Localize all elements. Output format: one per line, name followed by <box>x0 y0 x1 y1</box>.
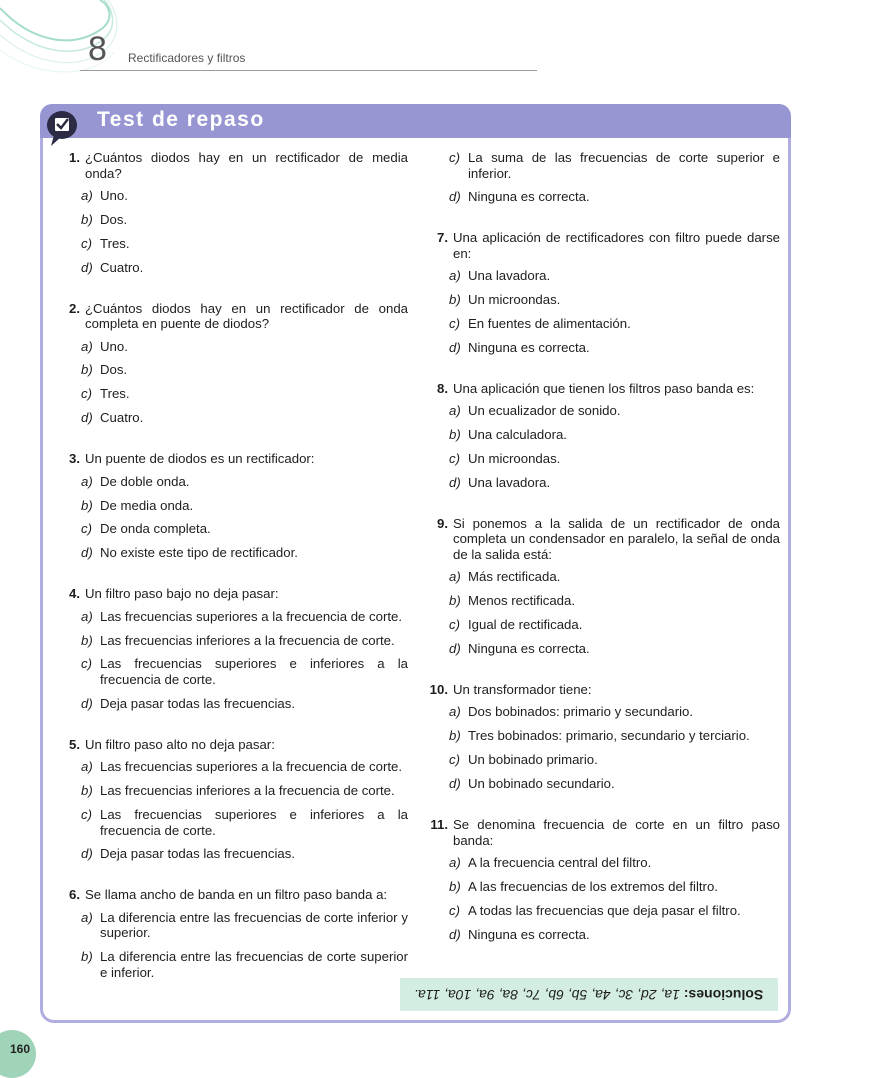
option-text: A las frecuencias de los extremos del filtro. <box>468 878 718 894</box>
option-letter: a) <box>81 608 93 624</box>
option-letter: d) <box>81 846 93 862</box>
chapter-title: Rectificadores y filtros <box>128 51 246 65</box>
option-letter: c) <box>81 807 92 823</box>
answer-option <box>449 451 780 467</box>
option-text: No existe este tipo de rectificador. <box>100 545 298 561</box>
question-continued <box>428 150 780 205</box>
question-number: 2. <box>69 300 80 316</box>
option-letter: a) <box>449 268 461 284</box>
answer-option <box>449 617 780 633</box>
option-letter: b) <box>81 632 93 648</box>
question <box>428 817 780 942</box>
answer-option <box>449 268 780 284</box>
option-letter: d) <box>449 475 461 491</box>
answer-option <box>81 498 408 514</box>
option-letter: b) <box>81 497 93 513</box>
answer-option <box>81 696 408 712</box>
answer-option <box>81 236 408 252</box>
question-number: 1. <box>69 150 80 165</box>
option-text: Deja pasar todas las frecuencias. <box>100 846 295 862</box>
option-text: Menos rectificada. <box>468 593 576 609</box>
option-text: La suma de las frecuencias de corte superior e inferior. <box>468 150 780 181</box>
answer-option <box>81 846 408 862</box>
answer-option <box>449 879 780 895</box>
option-text: Dos. <box>100 362 128 378</box>
option-text: Cuatro. <box>100 410 144 426</box>
question-text: Un transformador tiene: <box>453 681 592 697</box>
question-number: 10. <box>429 681 448 697</box>
chapter-number: 8 <box>88 30 107 68</box>
question <box>428 230 780 355</box>
option-text: Un bobinado primario. <box>468 752 598 768</box>
answer-option <box>449 752 780 768</box>
answer-option <box>449 292 780 308</box>
header-rule <box>80 70 537 71</box>
option-letter: d) <box>449 776 461 792</box>
solutions-upside-down <box>414 987 763 1003</box>
option-letter: d) <box>81 545 93 561</box>
answer-option <box>81 410 408 426</box>
checklist-bubble-icon <box>46 108 78 148</box>
option-text: La diferencia entre las frecuencias de corte inferior y superior. <box>100 909 408 941</box>
option-text: Ninguna es correcta. <box>468 926 590 942</box>
option-letter: d) <box>449 926 461 942</box>
option-letter: a) <box>449 704 461 720</box>
option-letter: c) <box>81 386 92 402</box>
question <box>428 381 780 491</box>
answer-option <box>449 704 780 720</box>
option-text: Una lavadora. <box>468 268 551 284</box>
question <box>60 451 408 561</box>
option-letter: d) <box>81 695 93 711</box>
question-text: Una aplicación de rectificadores con filtro puede darse en: <box>453 230 780 261</box>
option-text: Un microondas. <box>468 451 561 467</box>
option-letter: d) <box>81 410 93 426</box>
question-text: Un filtro paso alto no deja pasar: <box>85 736 275 752</box>
solutions-box <box>400 978 778 1011</box>
option-letter: c) <box>81 521 92 537</box>
option-letter: a) <box>81 909 93 925</box>
option-text: Una calculadora. <box>468 427 567 443</box>
question-number: 11. <box>430 817 448 833</box>
option-letter: a) <box>449 569 461 585</box>
option-text: Ninguna es correcta. <box>468 641 590 657</box>
option-letter: c) <box>449 617 460 633</box>
answer-option <box>449 855 780 871</box>
answer-option <box>449 569 780 585</box>
answer-option <box>81 783 408 799</box>
answer-option <box>449 189 780 205</box>
question-number: 5. <box>69 736 80 752</box>
option-letter: d) <box>81 259 93 275</box>
option-text: Uno. <box>100 188 128 203</box>
answer-option <box>81 474 408 490</box>
option-text: Un microondas. <box>468 292 561 308</box>
question-text: Se llama ancho de banda en un filtro paso banda a: <box>85 887 388 903</box>
answer-option <box>449 641 780 657</box>
question-number: 9. <box>437 515 448 531</box>
option-text: Las frecuencias superiores a la frecuencia de corte. <box>100 759 403 775</box>
question <box>60 150 408 275</box>
answer-option <box>449 728 780 744</box>
option-text: De doble onda. <box>100 473 190 489</box>
question-number: 6. <box>69 887 80 903</box>
option-letter: b) <box>449 427 461 443</box>
option-text: Uno. <box>100 338 128 354</box>
option-letter: a) <box>81 338 93 354</box>
option-letter: b) <box>81 949 93 965</box>
option-text: Dos bobinados: primario y secundario. <box>468 704 694 720</box>
option-text: En fuentes de alimentación. <box>468 316 631 332</box>
question-text: Se denomina frecuencia de corte en un filtro paso banda: <box>453 817 780 848</box>
option-letter: c) <box>449 451 460 467</box>
option-text: Las frecuencias inferiores a la frecuencia de corte. <box>100 783 395 799</box>
option-text: Ninguna es correcta. <box>468 339 590 355</box>
solutions-label: Soluciones: <box>684 986 764 1003</box>
question <box>60 737 408 862</box>
question-text: Una aplicación que tienen los filtros paso banda es: <box>453 380 755 396</box>
option-text: Las frecuencias superiores e inferiores a la frecuencia de corte. <box>100 656 408 687</box>
question <box>428 682 780 792</box>
option-letter: b) <box>449 728 461 744</box>
answer-option <box>449 340 780 356</box>
option-letter: b) <box>81 211 93 227</box>
option-text: Igual de rectificada. <box>468 617 583 633</box>
answer-option <box>81 656 408 687</box>
answer-option <box>449 927 780 943</box>
option-letter: c) <box>449 150 460 165</box>
option-letter: b) <box>81 783 93 799</box>
answer-option <box>81 949 408 980</box>
question-text: Un puente de diodos es un rectificador: <box>85 451 315 467</box>
decorative-swirl <box>0 0 130 80</box>
option-letter: d) <box>449 641 461 657</box>
answer-option <box>81 188 408 204</box>
option-letter: d) <box>449 189 461 205</box>
option-text: La diferencia entre las frecuencias de corte superior e inferior. <box>100 949 408 980</box>
option-text: Una lavadora. <box>468 475 551 491</box>
question <box>60 586 408 711</box>
option-text: Cuatro. <box>100 259 144 275</box>
answer-option <box>449 593 780 609</box>
solutions-text: 1a, 2d, 3c, 4a, 5b, 6b, 7c, 8a, 9a, 10a, 11a. <box>414 986 681 1003</box>
option-text: Un ecualizador de sonido. <box>468 403 621 419</box>
option-text: De onda completa. <box>100 521 211 537</box>
answer-option <box>81 609 408 625</box>
option-letter: a) <box>81 473 93 489</box>
question-text: ¿Cuántos diodos hay en un rectificador de media onda? <box>85 150 408 181</box>
answer-option <box>81 910 408 941</box>
option-letter: a) <box>81 759 93 775</box>
question-number: 7. <box>437 230 448 246</box>
option-text: Las frecuencias superiores e inferiores a la frecuencia de corte. <box>100 807 408 838</box>
answer-option <box>81 339 408 355</box>
panel-title: Test de repaso <box>97 108 265 131</box>
option-letter: c) <box>449 316 460 332</box>
option-text: Deja pasar todas las frecuencias. <box>100 695 295 711</box>
answer-option <box>81 386 408 402</box>
answer-option <box>81 260 408 276</box>
answer-option <box>81 521 408 537</box>
option-letter: c) <box>81 656 92 672</box>
answer-option <box>449 427 780 443</box>
answer-option <box>449 316 780 332</box>
option-letter: b) <box>449 593 461 609</box>
right-column <box>428 150 780 951</box>
answer-option <box>449 403 780 419</box>
page-number: 160 <box>10 1042 31 1056</box>
option-text: Dos. <box>100 211 128 227</box>
question-text: Un filtro paso bajo no deja pasar: <box>85 586 279 602</box>
question-number: 3. <box>69 451 80 467</box>
option-text: De media onda. <box>100 497 194 513</box>
question-text: Si ponemos a la salida de un rectificador de onda completa un condensador en paralelo, la señal de onda de la salida está: <box>453 515 780 562</box>
option-text: Más rectificada. <box>468 569 561 585</box>
answer-option <box>449 776 780 792</box>
option-text: Las frecuencias superiores a la frecuencia de corte. <box>100 608 403 624</box>
question <box>60 301 408 426</box>
answer-option <box>449 475 780 491</box>
answer-option <box>449 903 780 919</box>
option-letter: c) <box>81 235 92 251</box>
option-letter: c) <box>449 902 460 918</box>
option-text: A todas las frecuencias que deja pasar el filtro. <box>468 902 741 918</box>
question <box>428 516 780 657</box>
option-text: Un bobinado secundario. <box>468 776 615 792</box>
option-text: Tres bobinados: primario, secundario y terciario. <box>468 728 750 744</box>
question-text: ¿Cuántos diodos hay en un rectificador de onda completa en puente de diodos? <box>85 300 408 332</box>
answer-option <box>81 212 408 228</box>
question-number: 4. <box>69 586 80 602</box>
option-letter: d) <box>449 339 461 355</box>
option-text: Tres. <box>100 235 130 251</box>
option-letter: a) <box>81 188 93 203</box>
answer-option <box>81 545 408 561</box>
question-number: 8. <box>437 380 448 396</box>
answer-option <box>81 807 408 838</box>
option-letter: b) <box>449 878 461 894</box>
answer-option <box>81 362 408 378</box>
option-letter: a) <box>449 855 461 871</box>
answer-option <box>81 633 408 649</box>
answer-option <box>449 150 780 181</box>
option-letter: b) <box>449 292 461 308</box>
option-letter: b) <box>81 362 93 378</box>
left-column <box>60 150 408 989</box>
answer-option <box>81 759 408 775</box>
option-letter: a) <box>449 403 461 419</box>
option-letter: c) <box>449 752 460 768</box>
option-text: Tres. <box>100 386 130 402</box>
option-text: Las frecuencias inferiores a la frecuencia de corte. <box>100 632 395 648</box>
option-text: Ninguna es correcta. <box>468 189 590 205</box>
option-text: A la frecuencia central del filtro. <box>468 855 652 871</box>
question <box>60 887 408 980</box>
